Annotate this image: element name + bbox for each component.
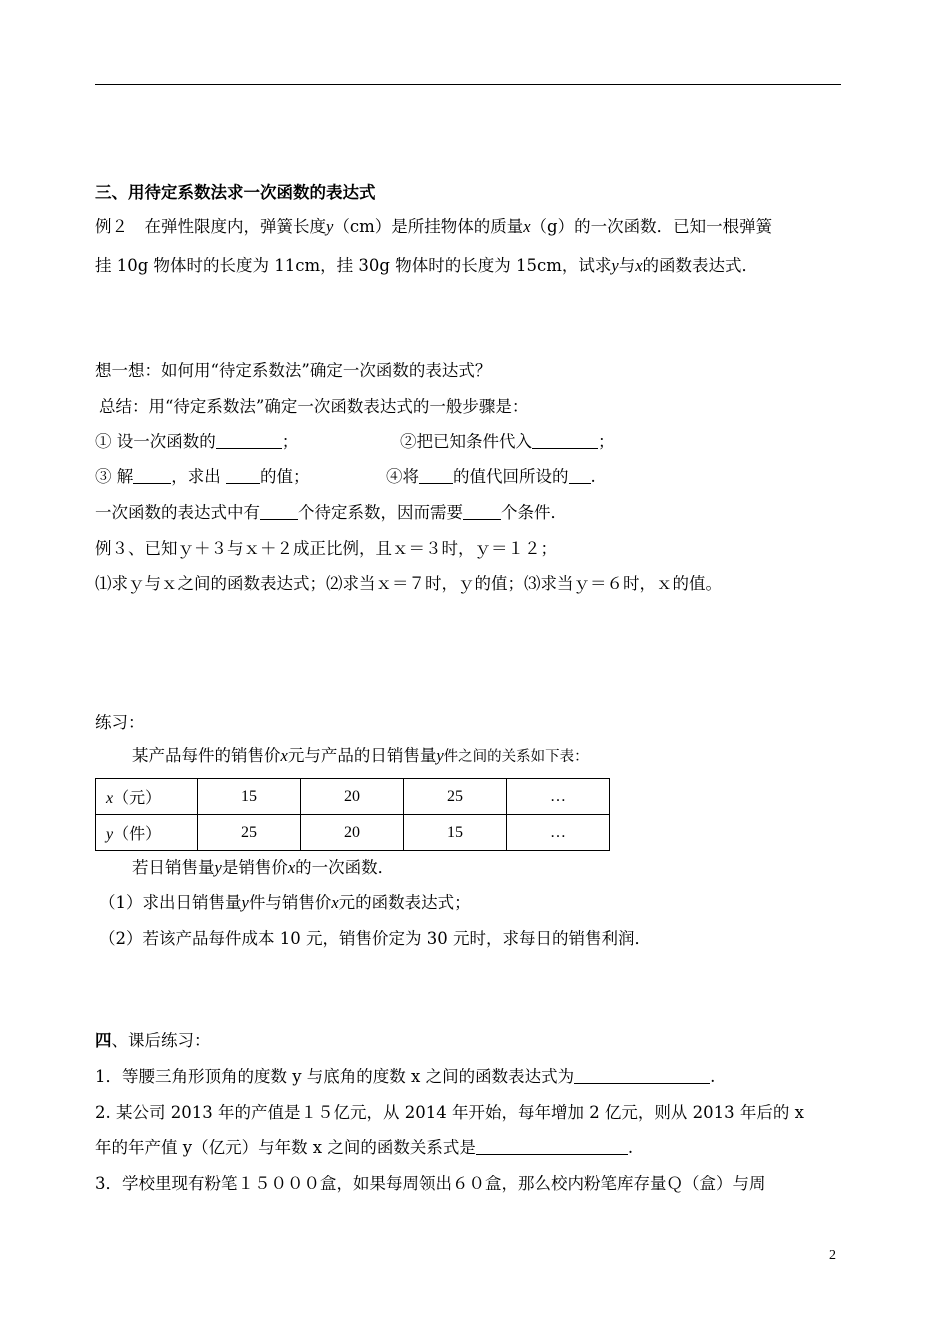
example2-line1: 例２ 在弹性限度内，弹簧长度y（cm）是所挂物体的质量x（g）的一次函数．已知一根弹簧: [95, 217, 773, 236]
coefficient-count: 一次函数的表达式中有 个待定系数，因而需要 个条件．: [95, 503, 567, 522]
table-cell: 25: [404, 779, 507, 815]
table-cell: 25: [198, 815, 301, 851]
practice-intro: 某产品每件的销售价x元与产品的日销售量y件之间的关系如下表：: [132, 746, 589, 765]
table-cell: 15: [404, 815, 507, 851]
practice-title: 练习：: [95, 713, 145, 732]
step-4: ④将 的值代回所设的 .: [386, 467, 596, 486]
table-row: [96, 815, 610, 851]
page-number: 2: [829, 1248, 836, 1263]
blank: [226, 467, 260, 484]
homework-question-3: 3．学校里现有粉笔１５０００盒，如果每周领出６０盒，那么校内粉笔库存量Ｑ（盒）与周: [95, 1174, 766, 1193]
blank: [260, 503, 298, 520]
example3-line2: ⑴求ｙ与ｘ之间的函数表达式；⑵求当ｘ＝７时，ｙ的值；⑶求当ｙ＝６时，ｘ的值。: [95, 574, 722, 593]
homework-question-2-line1: 2. 某公司 2013 年的产值是１５亿元，从 2014 年开始，每年增加 2 亿元，则从 2013 年后的 x: [95, 1103, 804, 1122]
answer-blank: [574, 1067, 710, 1084]
step-3: ③ 解 ，求出 的值；: [95, 467, 310, 486]
row-header: x（元）: [96, 779, 198, 815]
table-cell: 20: [301, 815, 404, 851]
header-rule: [95, 84, 841, 85]
practice-question-1: （1）求出日销售量y件与销售价x元的函数表达式；: [99, 893, 471, 912]
blank: [532, 432, 598, 449]
section3-title: 三、用待定系数法求一次函数的表达式: [95, 183, 376, 202]
practice-condition: 若日销售量y是销售价x的一次函数．: [132, 858, 395, 877]
table-cell: 15: [198, 779, 301, 815]
step-1: ① 设一次函数的 ；: [95, 432, 299, 451]
price-sales-table: [95, 778, 610, 851]
answer-blank: [476, 1138, 628, 1155]
example2-line2: 挂 10g 物体时的长度为 11cm，挂 30g 物体时的长度为 15cm，试求y与x的函数表达式．: [95, 256, 759, 275]
section4-title: 四、课后练习：: [95, 1031, 211, 1050]
homework-question-1: 1．等腰三角形顶角的度数 y 与底角的度数 x 之间的函数表达式为 .: [95, 1067, 716, 1086]
table-cell: …: [507, 779, 610, 815]
blank: [569, 467, 591, 484]
table-cell: …: [507, 815, 610, 851]
example3-line1: 例３、已知ｙ＋３与ｘ＋２成正比例，且ｘ＝３时，ｙ＝１２；: [95, 539, 557, 558]
think-prompt: 想一想：如何用“待定系数法”确定一次函数的表达式？: [95, 361, 492, 380]
step-2: ②把已知条件代入 ；: [400, 432, 615, 451]
practice-question-2: （2）若该产品每件成本 10 元，销售价定为 30 元时，求每日的销售利润．: [99, 929, 651, 948]
homework-question-2-line2: 年的年产值 y（亿元）与年数 x 之间的函数关系式是 .: [95, 1138, 634, 1157]
table-row: [96, 779, 610, 815]
summary-text: 总结：用“待定系数法”确定一次函数表达式的一般步骤是：: [99, 397, 529, 416]
table-cell: 20: [301, 779, 404, 815]
blank: [463, 503, 501, 520]
blank: [216, 432, 282, 449]
blank: [419, 467, 453, 484]
row-header: y（件）: [96, 815, 198, 851]
blank: [133, 467, 171, 484]
